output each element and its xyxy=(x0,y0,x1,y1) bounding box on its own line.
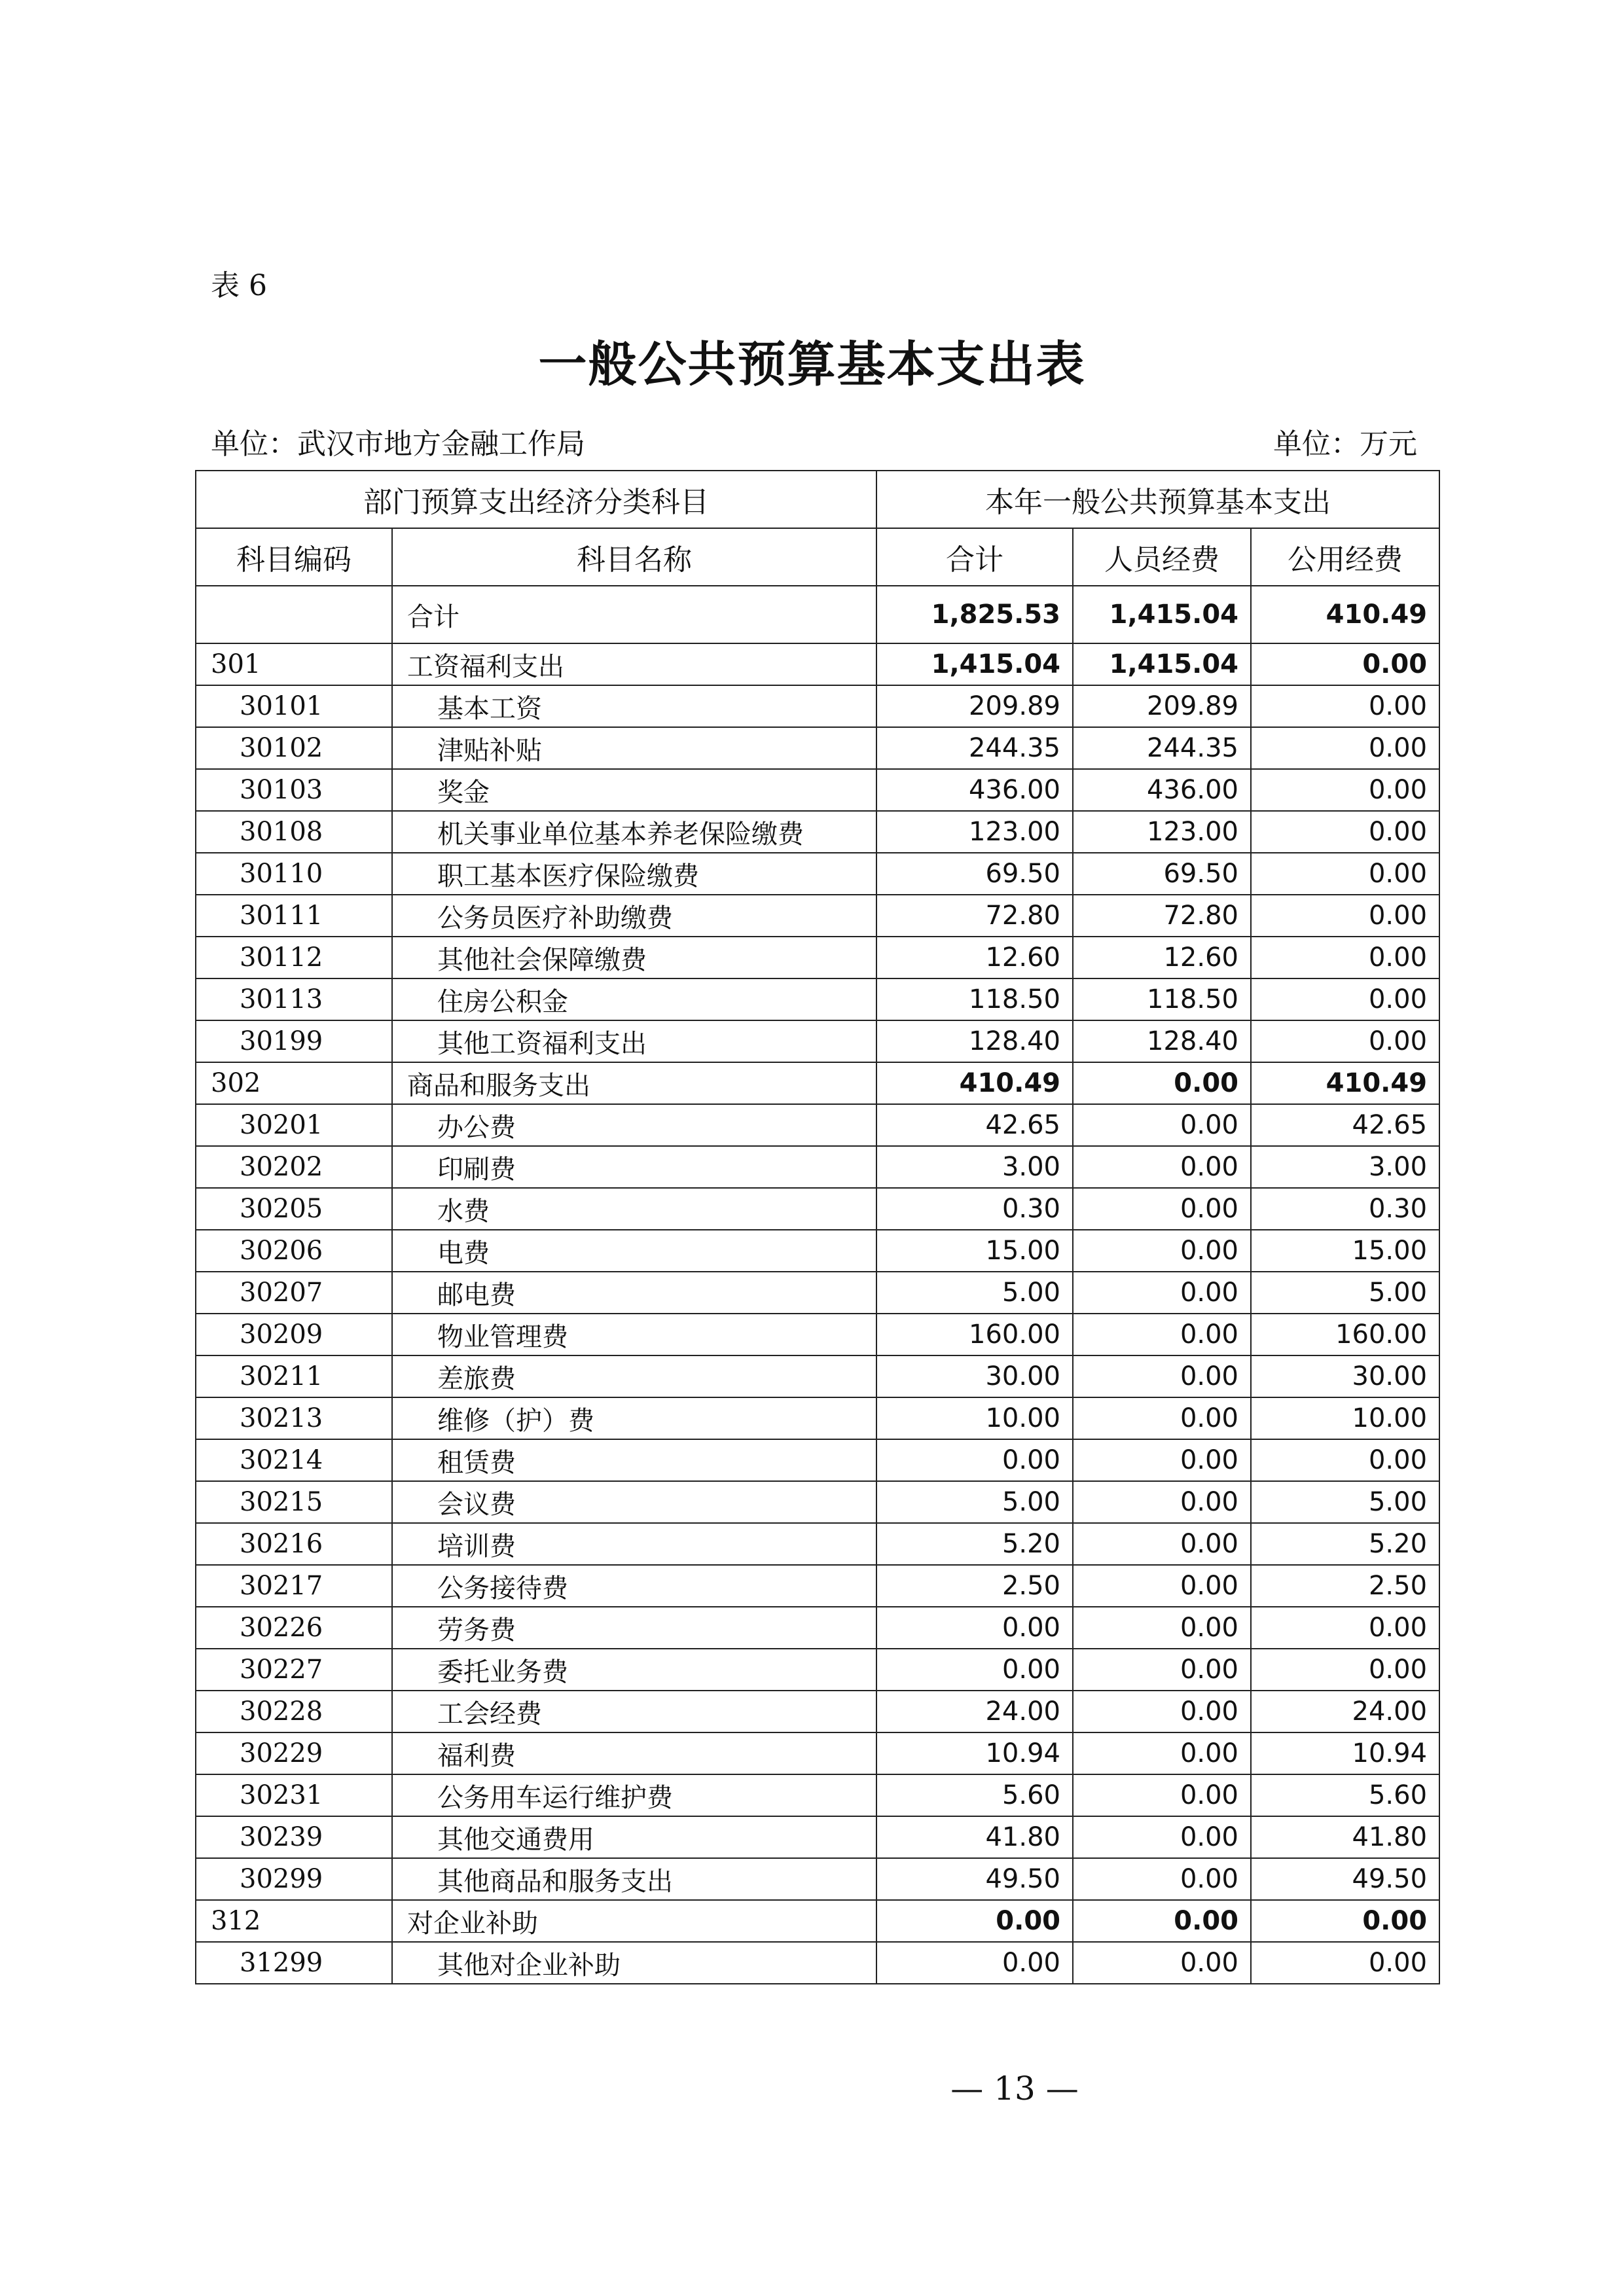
row-name: 水费 xyxy=(392,1188,876,1230)
row-personnel: 0.00 xyxy=(1073,1523,1251,1565)
row-total: 0.00 xyxy=(876,1439,1073,1481)
row-public: 10.94 xyxy=(1251,1732,1439,1774)
header-personnel: 人员经费 xyxy=(1073,528,1251,586)
table-row xyxy=(196,1942,1439,1984)
row-public: 5.60 xyxy=(1251,1774,1439,1816)
row-personnel: 0.00 xyxy=(1073,1691,1251,1732)
row-public: 5.20 xyxy=(1251,1523,1439,1565)
row-code: 30205 xyxy=(196,1188,392,1230)
row-personnel: 0.00 xyxy=(1073,1900,1251,1942)
row-public: 42.65 xyxy=(1251,1104,1439,1146)
table-row xyxy=(196,1355,1439,1397)
row-code: 30217 xyxy=(196,1565,392,1607)
row-total: 160.00 xyxy=(876,1314,1073,1355)
table-row xyxy=(196,937,1439,978)
row-name: 机关事业单位基本养老保险缴费 xyxy=(392,811,876,853)
row-total: 1,415.04 xyxy=(876,643,1073,685)
row-personnel: 72.80 xyxy=(1073,895,1251,937)
row-personnel: 0.00 xyxy=(1073,1230,1251,1272)
row-name: 委托业务费 xyxy=(392,1649,876,1691)
row-public: 0.00 xyxy=(1251,853,1439,895)
table-row xyxy=(196,1020,1439,1062)
row-name: 其他商品和服务支出 xyxy=(392,1858,876,1900)
row-public: 0.00 xyxy=(1251,1439,1439,1481)
row-name: 印刷费 xyxy=(392,1146,876,1188)
total-public: 410.49 xyxy=(1251,586,1439,643)
row-name: 公务员医疗补助缴费 xyxy=(392,895,876,937)
row-name: 邮电费 xyxy=(392,1272,876,1314)
row-name: 公务接待费 xyxy=(392,1565,876,1607)
row-total: 5.60 xyxy=(876,1774,1073,1816)
total-name: 合计 xyxy=(392,586,876,643)
row-code: 30216 xyxy=(196,1523,392,1565)
table-row xyxy=(196,727,1439,769)
row-public: 41.80 xyxy=(1251,1816,1439,1858)
row-code: 30229 xyxy=(196,1732,392,1774)
row-total: 123.00 xyxy=(876,811,1073,853)
unit-organization: 单位：武汉市地方金融工作局 xyxy=(211,427,585,461)
row-total: 30.00 xyxy=(876,1355,1073,1397)
header-column-row xyxy=(196,528,1439,586)
row-public: 410.49 xyxy=(1251,1062,1439,1104)
row-public: 0.00 xyxy=(1251,895,1439,937)
row-public: 0.00 xyxy=(1251,685,1439,727)
row-public: 24.00 xyxy=(1251,1691,1439,1732)
category-row xyxy=(196,1062,1439,1104)
row-name: 基本工资 xyxy=(392,685,876,727)
row-name: 其他交通费用 xyxy=(392,1816,876,1858)
row-personnel: 244.35 xyxy=(1073,727,1251,769)
row-name: 工资福利支出 xyxy=(392,643,876,685)
table-row xyxy=(196,1104,1439,1146)
row-name: 维修（护）费 xyxy=(392,1397,876,1439)
row-code: 30199 xyxy=(196,1020,392,1062)
row-personnel: 0.00 xyxy=(1073,1649,1251,1691)
row-personnel: 0.00 xyxy=(1073,1816,1251,1858)
row-code: 30226 xyxy=(196,1607,392,1649)
header-total: 合计 xyxy=(876,528,1073,586)
row-personnel: 0.00 xyxy=(1073,1858,1251,1900)
row-personnel: 0.00 xyxy=(1073,1732,1251,1774)
row-personnel: 0.00 xyxy=(1073,1062,1251,1104)
row-total: 69.50 xyxy=(876,853,1073,895)
row-total: 10.00 xyxy=(876,1397,1073,1439)
row-name: 津贴补贴 xyxy=(392,727,876,769)
row-personnel: 123.00 xyxy=(1073,811,1251,853)
row-public: 0.00 xyxy=(1251,1649,1439,1691)
row-public: 2.50 xyxy=(1251,1565,1439,1607)
page-number: — 13 — xyxy=(950,2070,1079,2108)
row-public: 0.30 xyxy=(1251,1188,1439,1230)
row-name: 商品和服务支出 xyxy=(392,1062,876,1104)
row-public: 0.00 xyxy=(1251,937,1439,978)
total-row xyxy=(196,586,1439,643)
row-personnel: 0.00 xyxy=(1073,1146,1251,1188)
row-personnel: 0.00 xyxy=(1073,1355,1251,1397)
row-personnel: 0.00 xyxy=(1073,1439,1251,1481)
row-public: 160.00 xyxy=(1251,1314,1439,1355)
row-public: 3.00 xyxy=(1251,1146,1439,1188)
table-row xyxy=(196,1481,1439,1523)
row-name: 住房公积金 xyxy=(392,978,876,1020)
row-personnel: 0.00 xyxy=(1073,1774,1251,1816)
row-personnel: 1,415.04 xyxy=(1073,643,1251,685)
row-total: 72.80 xyxy=(876,895,1073,937)
row-code: 30228 xyxy=(196,1691,392,1732)
category-row xyxy=(196,643,1439,685)
row-personnel: 0.00 xyxy=(1073,1397,1251,1439)
row-total: 0.00 xyxy=(876,1649,1073,1691)
row-name: 电费 xyxy=(392,1230,876,1272)
row-total: 0.00 xyxy=(876,1900,1073,1942)
row-total: 41.80 xyxy=(876,1816,1073,1858)
row-name: 其他对企业补助 xyxy=(392,1942,876,1984)
row-personnel: 209.89 xyxy=(1073,685,1251,727)
table-row xyxy=(196,853,1439,895)
row-public: 0.00 xyxy=(1251,978,1439,1020)
row-code: 30111 xyxy=(196,895,392,937)
row-code: 312 xyxy=(196,1900,392,1942)
row-personnel: 0.00 xyxy=(1073,1481,1251,1523)
row-name: 福利费 xyxy=(392,1732,876,1774)
table-row xyxy=(196,1314,1439,1355)
row-code: 30113 xyxy=(196,978,392,1020)
total-code xyxy=(196,586,392,643)
row-name: 其他工资福利支出 xyxy=(392,1020,876,1062)
row-name: 职工基本医疗保险缴费 xyxy=(392,853,876,895)
row-total: 2.50 xyxy=(876,1565,1073,1607)
table-row xyxy=(196,1607,1439,1649)
row-public: 0.00 xyxy=(1251,1900,1439,1942)
row-code: 30227 xyxy=(196,1649,392,1691)
row-public: 10.00 xyxy=(1251,1397,1439,1439)
row-total: 42.65 xyxy=(876,1104,1073,1146)
table-row xyxy=(196,1732,1439,1774)
row-personnel: 0.00 xyxy=(1073,1272,1251,1314)
total-personnel: 1,415.04 xyxy=(1073,586,1251,643)
table-row xyxy=(196,1691,1439,1732)
row-total: 0.30 xyxy=(876,1188,1073,1230)
header-code: 科目编码 xyxy=(196,528,392,586)
row-name: 对企业补助 xyxy=(392,1900,876,1942)
row-public: 30.00 xyxy=(1251,1355,1439,1397)
row-public: 0.00 xyxy=(1251,643,1439,685)
row-code: 30211 xyxy=(196,1355,392,1397)
row-personnel: 0.00 xyxy=(1073,1104,1251,1146)
row-code: 30103 xyxy=(196,769,392,811)
header-group-row xyxy=(196,471,1439,528)
row-personnel: 0.00 xyxy=(1073,1314,1251,1355)
row-total: 244.35 xyxy=(876,727,1073,769)
row-personnel: 118.50 xyxy=(1073,978,1251,1020)
row-personnel: 128.40 xyxy=(1073,1020,1251,1062)
row-name: 工会经费 xyxy=(392,1691,876,1732)
row-total: 10.94 xyxy=(876,1732,1073,1774)
row-code: 30202 xyxy=(196,1146,392,1188)
header-group-right: 本年一般公共预算基本支出 xyxy=(876,471,1439,528)
budget-table xyxy=(195,470,1440,1984)
row-name: 差旅费 xyxy=(392,1355,876,1397)
row-total: 24.00 xyxy=(876,1691,1073,1732)
row-total: 3.00 xyxy=(876,1146,1073,1188)
table-row xyxy=(196,978,1439,1020)
table-row xyxy=(196,1774,1439,1816)
header-public: 公用经费 xyxy=(1251,528,1439,586)
row-public: 0.00 xyxy=(1251,727,1439,769)
table-row xyxy=(196,1858,1439,1900)
row-public: 0.00 xyxy=(1251,811,1439,853)
row-name: 培训费 xyxy=(392,1523,876,1565)
row-code: 31299 xyxy=(196,1942,392,1984)
row-code: 30201 xyxy=(196,1104,392,1146)
table-label: 表 6 xyxy=(211,269,267,302)
row-total: 5.20 xyxy=(876,1523,1073,1565)
row-public: 0.00 xyxy=(1251,1607,1439,1649)
row-total: 15.00 xyxy=(876,1230,1073,1272)
table-row xyxy=(196,1565,1439,1607)
row-code: 30214 xyxy=(196,1439,392,1481)
row-public: 49.50 xyxy=(1251,1858,1439,1900)
row-personnel: 12.60 xyxy=(1073,937,1251,978)
row-code: 30206 xyxy=(196,1230,392,1272)
row-name: 公务用车运行维护费 xyxy=(392,1774,876,1816)
row-name: 会议费 xyxy=(392,1481,876,1523)
row-code: 30110 xyxy=(196,853,392,895)
row-code: 30213 xyxy=(196,1397,392,1439)
row-total: 128.40 xyxy=(876,1020,1073,1062)
row-name: 奖金 xyxy=(392,769,876,811)
table-row xyxy=(196,1272,1439,1314)
table-row xyxy=(196,1439,1439,1481)
row-code: 30101 xyxy=(196,685,392,727)
table-row xyxy=(196,811,1439,853)
table-row xyxy=(196,1523,1439,1565)
header-group-left: 部门预算支出经济分类科目 xyxy=(196,471,876,528)
row-public: 5.00 xyxy=(1251,1481,1439,1523)
row-total: 49.50 xyxy=(876,1858,1073,1900)
row-code: 30108 xyxy=(196,811,392,853)
row-code: 30215 xyxy=(196,1481,392,1523)
row-code: 30231 xyxy=(196,1774,392,1816)
row-total: 209.89 xyxy=(876,685,1073,727)
row-code: 302 xyxy=(196,1062,392,1104)
total-total: 1,825.53 xyxy=(876,586,1073,643)
row-public: 5.00 xyxy=(1251,1272,1439,1314)
table-row xyxy=(196,1188,1439,1230)
row-code: 301 xyxy=(196,643,392,685)
table-row xyxy=(196,895,1439,937)
row-code: 30239 xyxy=(196,1816,392,1858)
row-personnel: 69.50 xyxy=(1073,853,1251,895)
table-row xyxy=(196,1649,1439,1691)
row-total: 0.00 xyxy=(876,1942,1073,1984)
row-total: 5.00 xyxy=(876,1481,1073,1523)
category-row xyxy=(196,1900,1439,1942)
row-public: 0.00 xyxy=(1251,1942,1439,1984)
document-title: 一般公共预算基本支出表 xyxy=(538,336,1086,393)
table-row xyxy=(196,1146,1439,1188)
row-public: 0.00 xyxy=(1251,769,1439,811)
header-name: 科目名称 xyxy=(392,528,876,586)
table-row xyxy=(196,769,1439,811)
row-name: 租赁费 xyxy=(392,1439,876,1481)
row-total: 5.00 xyxy=(876,1272,1073,1314)
row-code: 30112 xyxy=(196,937,392,978)
row-personnel: 436.00 xyxy=(1073,769,1251,811)
row-total: 436.00 xyxy=(876,769,1073,811)
row-total: 0.00 xyxy=(876,1607,1073,1649)
row-name: 办公费 xyxy=(392,1104,876,1146)
row-personnel: 0.00 xyxy=(1073,1565,1251,1607)
row-total: 410.49 xyxy=(876,1062,1073,1104)
row-name: 其他社会保障缴费 xyxy=(392,937,876,978)
table-row xyxy=(196,1230,1439,1272)
row-public: 0.00 xyxy=(1251,1020,1439,1062)
row-code: 30299 xyxy=(196,1858,392,1900)
table-row xyxy=(196,685,1439,727)
row-code: 30209 xyxy=(196,1314,392,1355)
table-row xyxy=(196,1816,1439,1858)
table-row xyxy=(196,1397,1439,1439)
row-public: 15.00 xyxy=(1251,1230,1439,1272)
unit-currency: 单位：万元 xyxy=(1273,427,1417,461)
row-personnel: 0.00 xyxy=(1073,1188,1251,1230)
row-total: 12.60 xyxy=(876,937,1073,978)
row-code: 30207 xyxy=(196,1272,392,1314)
row-personnel: 0.00 xyxy=(1073,1942,1251,1984)
row-code: 30102 xyxy=(196,727,392,769)
row-total: 118.50 xyxy=(876,978,1073,1020)
row-name: 物业管理费 xyxy=(392,1314,876,1355)
row-personnel: 0.00 xyxy=(1073,1607,1251,1649)
row-name: 劳务费 xyxy=(392,1607,876,1649)
